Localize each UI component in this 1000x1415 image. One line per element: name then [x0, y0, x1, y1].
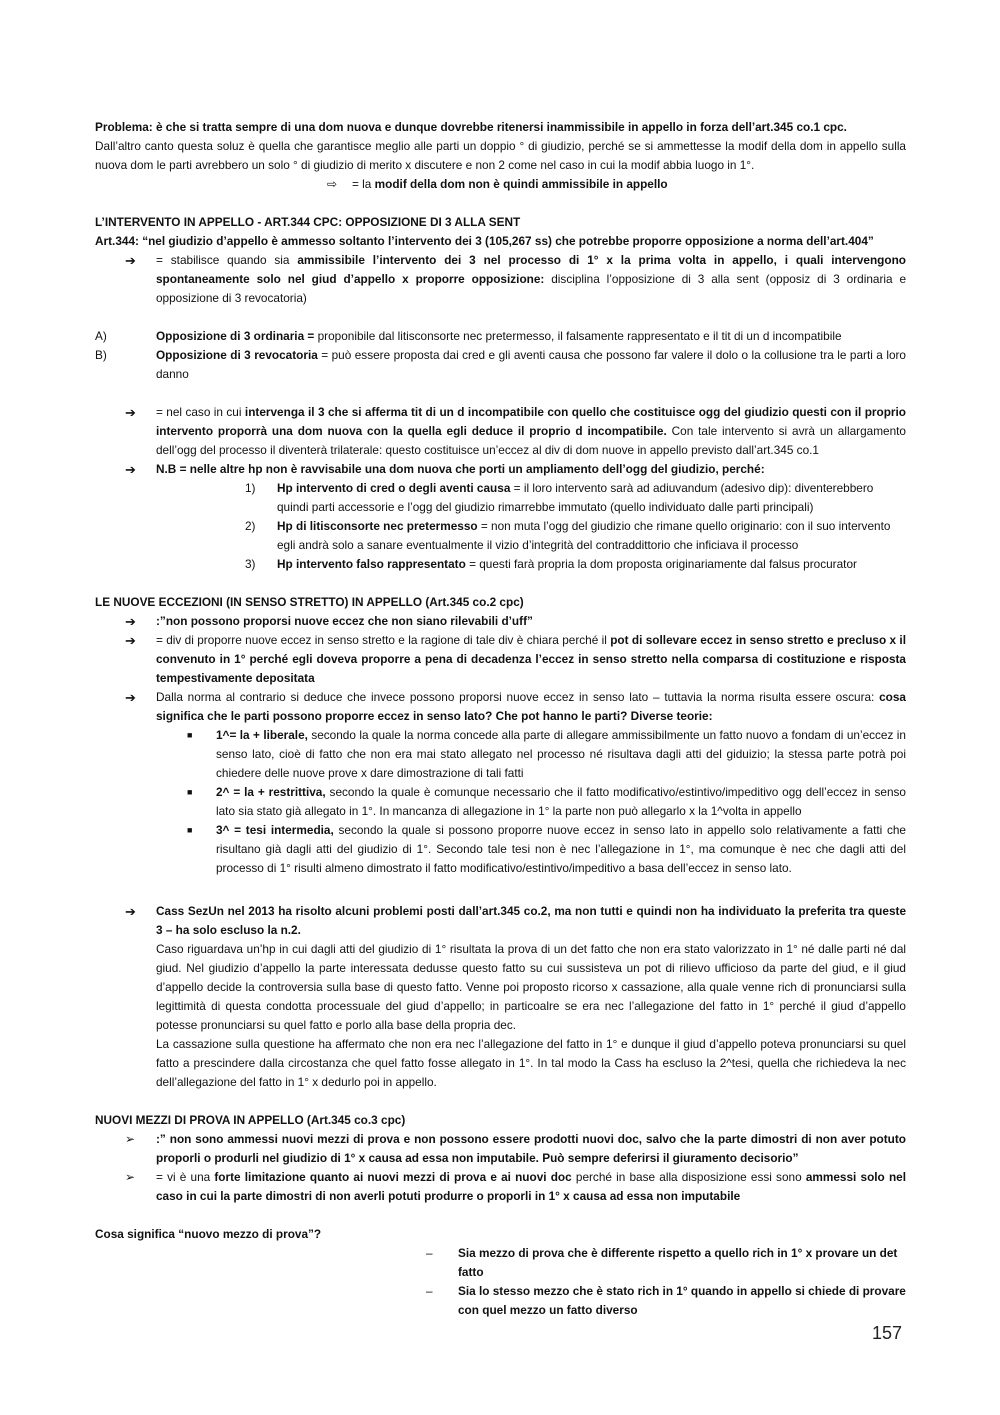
arrow-right-icon: ➔: [125, 904, 136, 919]
list-item: 2) Hp di litisconsorte nec pretermesso = non muta l’ogg del giudizio che rimane quello originario: con il suo intervento egli andrà solo a sanare eventualmente il vizio d’integrità del contraddittorio che inficiava il processo: [245, 519, 891, 552]
arrow-right-icon: ➔: [125, 253, 136, 268]
intro-conclusion: ⇨ = la modif della dom non è quindi ammissibile in appello: [95, 175, 906, 194]
question: Cosa significa “nuovo mezzo di prova”?: [95, 1227, 322, 1241]
square-bullet-icon: ■: [187, 730, 193, 740]
list-item: B) Opposizione di 3 revocatoria = può essere proposta dai cred e gli aventi causa che possono far valere il dolo o la collusione tra le parti a loro danno: [95, 348, 906, 381]
list-item: ■ 3^ = tesi intermedia, secondo la quale si possono proporre nuove eccez in senso lato in appello solo relativamente a fatti che risultano già dagli atti del giudizio di 1°. Secondo tale tesi non è nec l’allegazione in 1°, ma comunque è nec che dagli atti del processo di 1° risulti almeno dimostrato il fatto modificativo/estintivo/impeditivo a basa dell’eccez in senso lato.: [95, 821, 906, 878]
section-heading-intervento: L’INTERVENTO IN APPELLO - ART.344 CPC: OPPOSIZIONE DI 3 ALLA SENT: [95, 215, 521, 229]
page-number: 157: [872, 1323, 903, 1343]
arrow-right-icon: ➔: [125, 462, 136, 477]
chevron-bullet-icon: ➢: [125, 1170, 136, 1184]
list-label: B): [95, 348, 107, 362]
list-item: ■ 2^ = la + restrittiva, secondo la quale è comunque necessario che il fatto modificativo/estintivo/impeditivo ogg dell’eccez in senso lato sia stato già allegato in 1°. In mancanza di allegazione in 1° la parte non può allegarlo x la 1^volta in appello: [95, 783, 906, 821]
list-item: ➔ = stabilisce quando sia ammissibile l’intervento dei 3 nel processo di 1° x la prima volta in appello, i quali intervengono spontaneamente solo nel giud d’appello x proporre opposizione: disciplina l’opposizione di 3 alla sent (opposiz di 3 ordinaria e opposizione di 3 revocatoria): [95, 251, 906, 308]
list-item: ➢ :” non sono ammessi nuovi mezzi di prova e non possono essere prodotti nuovi doc, salvo che la parte dimostri di non aver potuto proporli o produrli nel giudizio di 1° x causa ad essa non imputabile. Può sempre deferirsi il giuramento decisorio”: [95, 1130, 906, 1168]
list-item: – Sia mezzo di prova che è differente rispetto a quello rich in 1° x provare un det fatto: [95, 1244, 906, 1282]
list-item: ■ 1^= la + liberale, secondo la quale la norma concede alla parte di allegare ammissibilmente un fatto nuovo a fondam di un’eccez in senso lato, cioè di fatto che non era mai stato allegato nel processo né risultava dagli atti del giduizio; la stessa parte potrà poi chiedere delle nuove prove x dare dimostrazione di tali fatti: [95, 726, 906, 783]
list-item: ➔ Dalla norma al contrario si deduce che invece possono proporsi nuove eccez in senso lato – tuttavia la norma risulta essere oscura: cosa significa che le parti possono proporre eccez in senso lato? Che pot hanno le parti? Diverse teorie:: [95, 688, 906, 726]
list-item: – Sia lo stesso mezzo che è stato rich in 1° quando in appello si chiede di provare con quel mezzo un fatto diverso: [95, 1282, 906, 1320]
list-item: 3) Hp intervento falso rappresentato = questi farà propria la dom proposta originariamente dal falsus procurator: [245, 557, 857, 571]
arrow-right-icon: ➔: [125, 405, 136, 420]
section-heading-prove: NUOVI MEZZI DI PROVA IN APPELLO (Art.345 co.3 cpc): [95, 1113, 406, 1127]
chevron-bullet-icon: ➢: [125, 1132, 136, 1146]
list-item: ➔ = div di proporre nuove eccez in senso stretto e la ragione di tale div è chiara perché il pot di sollevare eccez in senso stretto e precluso x il convenuto in 1° perché egli doveva proporre a pena di decadenza l’eccez in senso stretto nella comparsa di costituzione e risposta tempestivamente depositata: [95, 631, 906, 688]
article-344: Art.344: “nel giudizio d’appello è ammesso soltanto l’intervento dei 3 (105,267 ss) che potrebbe proporre opposizione a norma dell’art.404”: [95, 234, 874, 248]
arrow-right-icon: ➔: [125, 633, 136, 648]
arrow-right-icon: ➔: [125, 690, 136, 705]
list-item: A) Opposizione di 3 ordinaria = proponibile dal litisconsorte nec pretermesso, il falsamente rappresentato e il tit di un d incompatibile: [95, 327, 906, 346]
problem-statement: Problema: è che si tratta sempre di una dom nuova e dunque dovrebbe ritenersi inammissibile in appello in forza dell’art.345 co.1 cpc.: [95, 120, 847, 134]
dash-bullet-icon: –: [426, 1246, 433, 1260]
list-item: ➔ N.B = nelle altre hp non è ravvisabile una dom nuova che porti un ampliamento dell’ogg del giudizio, perché:: [95, 460, 906, 479]
square-bullet-icon: ■: [187, 825, 193, 835]
list-item: ➢ = vi è una forte limitazione quanto ai nuovi mezzi di prova e ai nuovi doc perché in base alla disposizione essi sono ammessi solo nel caso in cui la parte dimostri di non averli potuti produrre o proporli in 1° x causa ad essa non imputabile: [95, 1168, 906, 1206]
list-item: 1) Hp intervento di cred o degli aventi causa = il loro intervento sarà ad adiuvandum (adesivo dip): diventerebbero quindi parti accessorie e l’ogg del giudizio rimarrebbe immutato (quello individuato dalle parti principali): [245, 481, 874, 514]
list-item: ➔ = nel caso in cui intervenga il 3 che si afferma tit di un d incompatibile con quello che costituisce ogg del giudizio questi con il proprio intervento proporrà una dom nuova con la quella egli deduce il proprio d incompatibile. Con tale intervento si avrà un allargamento dell’ogg del processo il diventerà trilaterale: questo costituisce un’eccez al div di dom nuove in appello previsto dall’art.345 co.1: [95, 403, 906, 460]
list-label: A): [95, 329, 107, 343]
intro-paragraph: Dall’altro canto questa soluz è quella che garantisce meglio alle parti un doppio ° di giudizio, perché se si ammettesse la modif della dom in appello sulla nuova dom le parti avrebbero un solo ° di giudizio di merito x discutere e non 2 come nel caso in cui la modif abbia luogo in 1°.: [95, 139, 906, 172]
implies-arrow-icon: ⇨: [327, 177, 338, 191]
section-heading-eccezioni: LE NUOVE ECCEZIONI (IN SENSO STRETTO) IN APPELLO (Art.345 co.2 cpc): [95, 595, 524, 609]
dash-bullet-icon: –: [426, 1284, 433, 1298]
arrow-right-icon: ➔: [125, 614, 136, 629]
list-item: ➔ :”non possono proporsi nuove eccez che non siano rilevabili d’uff”: [95, 612, 906, 631]
list-item: ➔ Cass SezUn nel 2013 ha risolto alcuni problemi posti dall’art.345 co.2, ma non tutti e quindi non ha individuato la preferita tra queste 3 – ha solo escluso la n.2. Caso riguardava un’hp in cui dagli atti del giudizio di 1° risultata la prova di un det fatto che non era stato valorizzato in 1° né dalle parti né dal giud. Nel giudizio d’appello la parte interessata dedusse questo fatto su cui sussisteva un pot di rilievo ufficioso da parte del giud, e il giud d’appello decide la controversia sulla base di questo fatto. Venne poi proposto ricorso x cassazione, alla quale venne rich di pronunciarsi sulla legittimità di questa condotta processuale del giud d’appello; in particoalre se era nec l’allegazione del fatto in 1° perché il giud d’appello potesse pronunciarsi su quel fatto e porlo alla base della propria dec. La cassazione sulla questione ha affermato che non era nec l’allegazione del fatto in 1° e dunque il giud d’appello poteva pronunciarsi su quel fatto a prescindere dalla circostanza che quel fatto fosse allegato in 1°. In tal modo la Cass ha escluso la 2^tesi, quella che richiedeva la nec dell’allegazione del fatto in 1° x dedurlo poi in appello.: [95, 902, 906, 1092]
document-page: [95, 118, 906, 1320]
square-bullet-icon: ■: [187, 787, 193, 797]
